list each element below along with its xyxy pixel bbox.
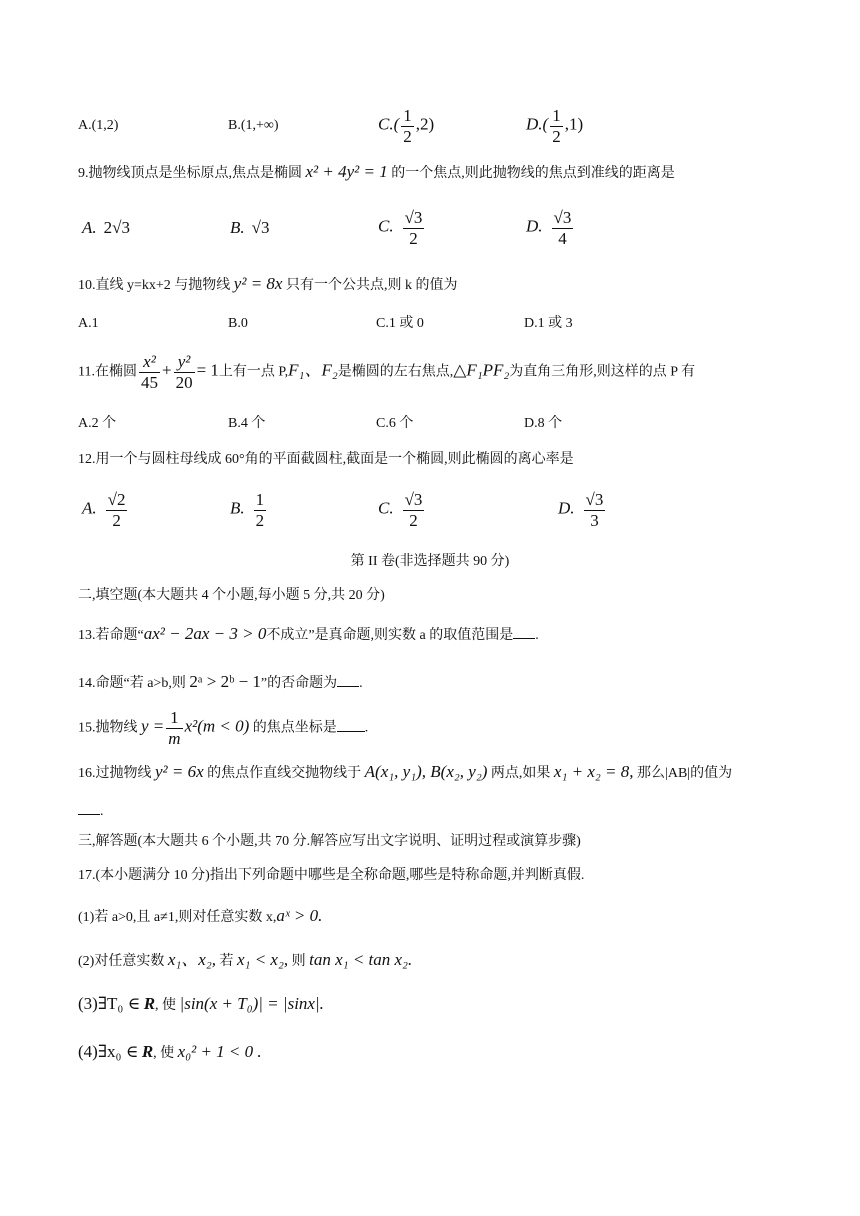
q9-d-fraction	[552, 208, 574, 249]
q9-c-fraction	[403, 208, 425, 249]
q9-stem-b: 的一个焦点,则此抛物线的焦点到准线的距离是	[391, 166, 675, 181]
q10-stem-b: 只有一个公共点,则 k 的值为	[285, 278, 458, 293]
q11-f2-den: 20	[175, 373, 193, 392]
q9-stem-a: 9.抛物线顶点是坐标原点,焦点是椭圆	[78, 166, 302, 181]
q12-b-label: B.	[230, 498, 245, 518]
q10-option-c: C.1 或 0	[376, 316, 424, 331]
q17-part4	[78, 1042, 262, 1064]
q17-p2-expression: tan x₁ < tan x₂.	[309, 950, 413, 969]
q11-f1-num: x²	[139, 352, 160, 373]
q17-p1-text: (1)若 a>0,且 a≠1,则对任意实数 x,	[78, 910, 277, 925]
q8-option-d	[526, 106, 583, 147]
q17-part2	[78, 950, 412, 972]
q11-option-d: D.8 个	[524, 416, 563, 431]
q12-b-den: 2	[255, 511, 265, 530]
q9-d-den: 4	[558, 229, 567, 248]
q11-f2-num: y²	[174, 352, 195, 373]
q11-foci: F₁、F₂	[288, 360, 338, 380]
q11-fraction-y	[174, 352, 195, 393]
q12-option-a	[82, 490, 129, 531]
q11-stem-b: 上有一点 P,	[218, 364, 289, 380]
q11-stem-d: 为直角三角形,则这样的点 P 有	[509, 364, 696, 380]
q16-points: A(x₁, y₁), B(x₂, y₂)	[364, 762, 488, 781]
q9-option-c	[378, 208, 426, 249]
q17-p3-text-a: (3)∃T₀ ∈	[78, 994, 141, 1013]
q12-a-num: √2	[107, 490, 126, 509]
q9-option-a	[82, 218, 130, 240]
q11-f1-den: 45	[140, 373, 158, 392]
q9-a-value: 2√3	[103, 218, 130, 237]
q12-a-label: A.	[82, 498, 97, 518]
q9-option-d	[526, 208, 575, 249]
q9-d-label: D.	[526, 216, 543, 236]
q11-stem-a: 11.在椭圆	[78, 364, 137, 380]
q11-option-b: B.4 个	[228, 416, 266, 431]
q9-option-b	[230, 218, 269, 240]
q10-stem	[78, 274, 457, 296]
q12-b-num: 1	[255, 490, 265, 509]
q17-p4-text-b: , 使	[153, 1046, 175, 1061]
q17-p2-condition: x₁ < x₂,	[237, 950, 289, 969]
q11-option-a: A.2 个	[78, 416, 117, 431]
q12-c-num: √3	[404, 490, 423, 509]
q9-equation: x² + 4y² = 1	[305, 162, 388, 181]
q11-stem: 11.在椭圆 $\frac{\text{x²}}{45}$ + $\frac{\text{y²}}{20}$ = 1上有一点 P,F₁、F₂是椭圆的左右焦点,△F₁PF₂为直角三角形,则这样的点 P 有	[78, 352, 696, 392]
q11-option-c: C.6 个	[376, 416, 414, 431]
q8-c-prefix: C.(	[378, 114, 400, 134]
q12-option-b	[230, 490, 268, 531]
q17-p4-reals: R	[141, 1042, 154, 1061]
q17-p2-text-b: 若	[219, 954, 234, 969]
q15-expression: x²(m < 0)	[184, 716, 250, 736]
q9-c-num: √3	[404, 208, 423, 227]
q12-d-fraction	[584, 490, 606, 531]
q8-d-num: 1	[552, 106, 561, 125]
q16-answer-line	[78, 800, 104, 822]
q10-option-d: D.1 或 3	[524, 316, 573, 331]
q14-stem	[78, 672, 363, 694]
q13-stem-b: 不成立”是真命题,则实数 a 的取值范围是	[266, 628, 514, 643]
q10-stem-a: 10.直线 y=kx+2 与抛物线	[78, 278, 231, 293]
q9-a-label: A.	[82, 218, 97, 237]
q8-d-suffix: ,1)	[564, 114, 584, 134]
q17-p3-reals: R	[143, 994, 156, 1013]
q15-stem	[78, 708, 368, 749]
section2-heading: 二,填空题(本大题共 4 个小题,每小题 5 分,共 20 分)	[78, 588, 385, 603]
section3-heading: 三,解答题(本大题共 6 个小题,共 70 分.解答应写出文字说明、证明过程或演算步骤)	[78, 834, 581, 849]
q8-c-den: 2	[403, 127, 412, 146]
q8-c-fraction	[401, 106, 414, 147]
q11-fraction-x	[139, 352, 160, 393]
q15-fraction	[166, 708, 182, 749]
q15-f-den: m	[168, 729, 181, 748]
q14-stem-a: 14.命题“若 a>b,则	[78, 676, 186, 691]
q12-b-fraction	[254, 490, 267, 531]
q9-b-label: B.	[230, 218, 245, 237]
q9-d-num: √3	[553, 208, 572, 227]
q11-triangle: △F₁PF₂	[453, 360, 510, 380]
q16-stem-b: 的焦点作直线交抛物线于	[207, 766, 362, 781]
q17-p2-text-c: 则	[291, 954, 306, 969]
q9-c-label: C.	[378, 216, 394, 236]
q8-c-num: 1	[403, 106, 412, 125]
q16-stem	[78, 762, 732, 784]
q14-expression: 2ᵃ > 2ᵇ − 1	[189, 672, 261, 691]
q8-d-den: 2	[552, 127, 561, 146]
q13-end: .	[535, 628, 539, 643]
q17-p2-text-a: (2)对任意实数	[78, 954, 165, 969]
q10-option-a: A.1	[78, 316, 99, 331]
q16-answer-blank[interactable]	[78, 800, 100, 815]
q17-p3-text-b: , 使	[155, 998, 177, 1013]
q8-option-c	[378, 106, 434, 147]
q8-d-prefix: D.(	[526, 114, 549, 134]
q13-expression: ax² − 2ax − 3 > 0	[143, 624, 267, 643]
q12-c-den: 2	[409, 511, 418, 530]
q15-y-eq: y =	[141, 716, 165, 736]
q8-c-suffix: ,2)	[415, 114, 435, 134]
q15-f-num: 1	[166, 708, 182, 729]
q14-end: .	[359, 676, 363, 691]
q13-stem-a: 13.若命题“	[78, 628, 144, 643]
q15-answer-blank[interactable]	[337, 717, 365, 732]
q12-a-fraction	[106, 490, 128, 531]
q17-p2-vars: x₁、x₂,	[167, 950, 216, 969]
q17-part1	[78, 906, 322, 928]
q17-p4-expression: x₀² + 1 < 0 .	[177, 1042, 262, 1061]
q17-stem: 17.(本小题满分 10 分)指出下列命题中哪些是全称命题,哪些是特称命题,并判断真假.	[78, 868, 585, 883]
q12-a-den: 2	[112, 511, 121, 530]
q12-d-label: D.	[558, 498, 575, 518]
q12-option-d	[558, 490, 607, 531]
q14-answer-blank[interactable]	[337, 672, 359, 687]
q11-eq-tail: = 1	[196, 360, 219, 380]
q8-option-b: B.(1,+∞)	[228, 118, 279, 133]
q12-c-label: C.	[378, 498, 394, 518]
q13-answer-blank[interactable]	[513, 624, 535, 639]
q13-stem	[78, 624, 539, 646]
q14-stem-b: ”的否命题为	[260, 676, 338, 691]
q12-d-num: √3	[585, 490, 604, 509]
q9-stem	[78, 162, 675, 184]
q9-b-value: √3	[251, 218, 270, 237]
q15-end: .	[364, 720, 369, 736]
q16-stem-a: 16.过抛物线	[78, 766, 152, 781]
q12-option-c	[378, 490, 426, 531]
q10-option-b: B.0	[228, 316, 248, 331]
q16-end: .	[100, 804, 104, 819]
q8-d-fraction	[550, 106, 563, 147]
q12-c-fraction	[403, 490, 425, 531]
q16-stem-d: 那么|AB|的值为	[637, 766, 733, 781]
q8-option-a: A.(1,2)	[78, 118, 119, 133]
q12-d-den: 3	[590, 511, 599, 530]
q16-equation: y² = 6x	[155, 762, 204, 781]
q10-equation: y² = 8x	[233, 274, 283, 293]
q15-stem-b: 的焦点坐标是	[252, 720, 337, 736]
q16-stem-c: 两点,如果	[490, 766, 551, 781]
part2-title: 第 II 卷(非选择题共 90 分)	[350, 554, 510, 569]
q12-stem: 12.用一个与圆柱母线成 60°角的平面截圆柱,截面是一个椭圆,则此椭圆的离心率是	[78, 452, 574, 467]
q11-stem-c: 是椭圆的左右焦点,	[337, 364, 454, 380]
q17-p4-text-a: (4)∃x₀ ∈	[78, 1042, 139, 1061]
q17-part3	[78, 994, 324, 1016]
q9-c-den: 2	[409, 229, 418, 248]
q16-condition: x₁ + x₂ = 8,	[553, 762, 634, 781]
q17-p1-expression: aˣ > 0.	[276, 906, 323, 925]
q15-stem-a: 15.抛物线	[78, 720, 138, 736]
q17-p3-expression: |sin(x + T₀)| = |sinx|.	[179, 994, 324, 1013]
